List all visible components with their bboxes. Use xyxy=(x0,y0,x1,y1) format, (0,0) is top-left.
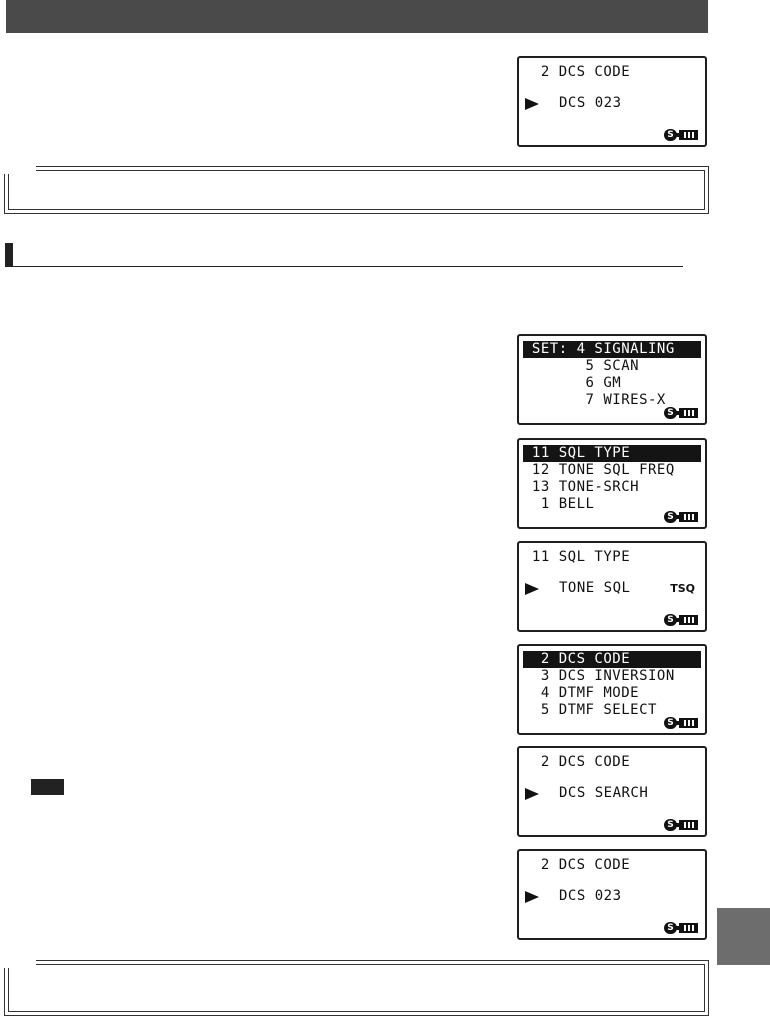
s-meter-icon: S xyxy=(664,717,677,729)
select-arrow-icon xyxy=(525,583,539,595)
battery-icon xyxy=(679,820,698,830)
select-arrow-icon xyxy=(525,891,539,903)
battery-icon xyxy=(679,408,698,418)
lcd-title: 2 DCS CODE xyxy=(523,857,631,873)
status-icons xyxy=(664,819,700,831)
battery-icon xyxy=(679,615,698,625)
note-box-top xyxy=(4,166,709,214)
lcd-line-3: 13 TONE-SRCH xyxy=(523,479,640,495)
lcd-dcs-result xyxy=(517,849,707,940)
lcd-dcs-search xyxy=(517,746,707,837)
status-icons xyxy=(664,407,700,419)
lcd-line-2: 5 SCAN xyxy=(523,358,640,374)
lcd-set-menu xyxy=(517,334,707,425)
lcd-line-4: 5 DTMF SELECT xyxy=(523,702,657,718)
key-badge xyxy=(31,779,64,795)
s-meter-icon: S xyxy=(664,129,677,141)
tsq-indicator: TSQ xyxy=(670,582,695,595)
status-icons xyxy=(664,129,700,141)
lcd-sql-menu xyxy=(517,438,707,529)
lcd-line-2: 12 TONE SQL FREQ xyxy=(523,462,675,478)
section-rule xyxy=(13,266,683,267)
battery-icon xyxy=(679,130,698,140)
lcd-line-3: 4 DTMF MODE xyxy=(523,685,640,701)
lcd-sql-type xyxy=(517,541,707,632)
battery-icon xyxy=(679,718,698,728)
section-header-bar xyxy=(6,0,708,33)
lcd-title: 11 SQL TYPE xyxy=(523,549,631,565)
status-icons xyxy=(664,717,700,729)
lcd-value: DCS 023 xyxy=(559,95,622,111)
lcd-value: DCS 023 xyxy=(559,888,622,904)
chapter-side-tab xyxy=(717,908,770,965)
lcd-value: DCS SEARCH xyxy=(559,785,649,801)
status-icons xyxy=(664,614,700,626)
lcd-line-1: 11 SQL TYPE xyxy=(523,445,701,462)
lcd-line-4: 7 WIRES-X xyxy=(523,392,666,408)
lcd-line-2: 3 DCS INVERSION xyxy=(523,668,675,684)
lcd-dcs-menu xyxy=(517,644,707,735)
lcd-title: 2 DCS CODE xyxy=(523,754,631,770)
status-icons xyxy=(664,922,700,934)
lcd-line-4: 1 BELL xyxy=(523,496,595,512)
lcd-value: TONE SQL xyxy=(559,580,631,596)
note-box-bottom xyxy=(4,960,709,1016)
s-meter-icon: S xyxy=(664,407,677,419)
lcd-title: 2 DCS CODE xyxy=(523,64,631,80)
lcd-dcs-code-top xyxy=(517,56,707,147)
s-meter-icon: S xyxy=(664,922,677,934)
battery-icon xyxy=(679,512,698,522)
status-icons xyxy=(664,511,700,523)
lcd-line-1: 2 DCS CODE xyxy=(523,651,701,668)
section-marker xyxy=(5,243,13,267)
select-arrow-icon xyxy=(525,788,539,800)
s-meter-icon: S xyxy=(664,511,677,523)
lcd-line-3: 6 GM xyxy=(523,375,622,391)
battery-icon xyxy=(679,923,698,933)
s-meter-icon: S xyxy=(664,614,677,626)
lcd-line-1: SET: 4 SIGNALING xyxy=(523,341,701,358)
s-meter-icon: S xyxy=(664,819,677,831)
select-arrow-icon xyxy=(525,98,539,110)
